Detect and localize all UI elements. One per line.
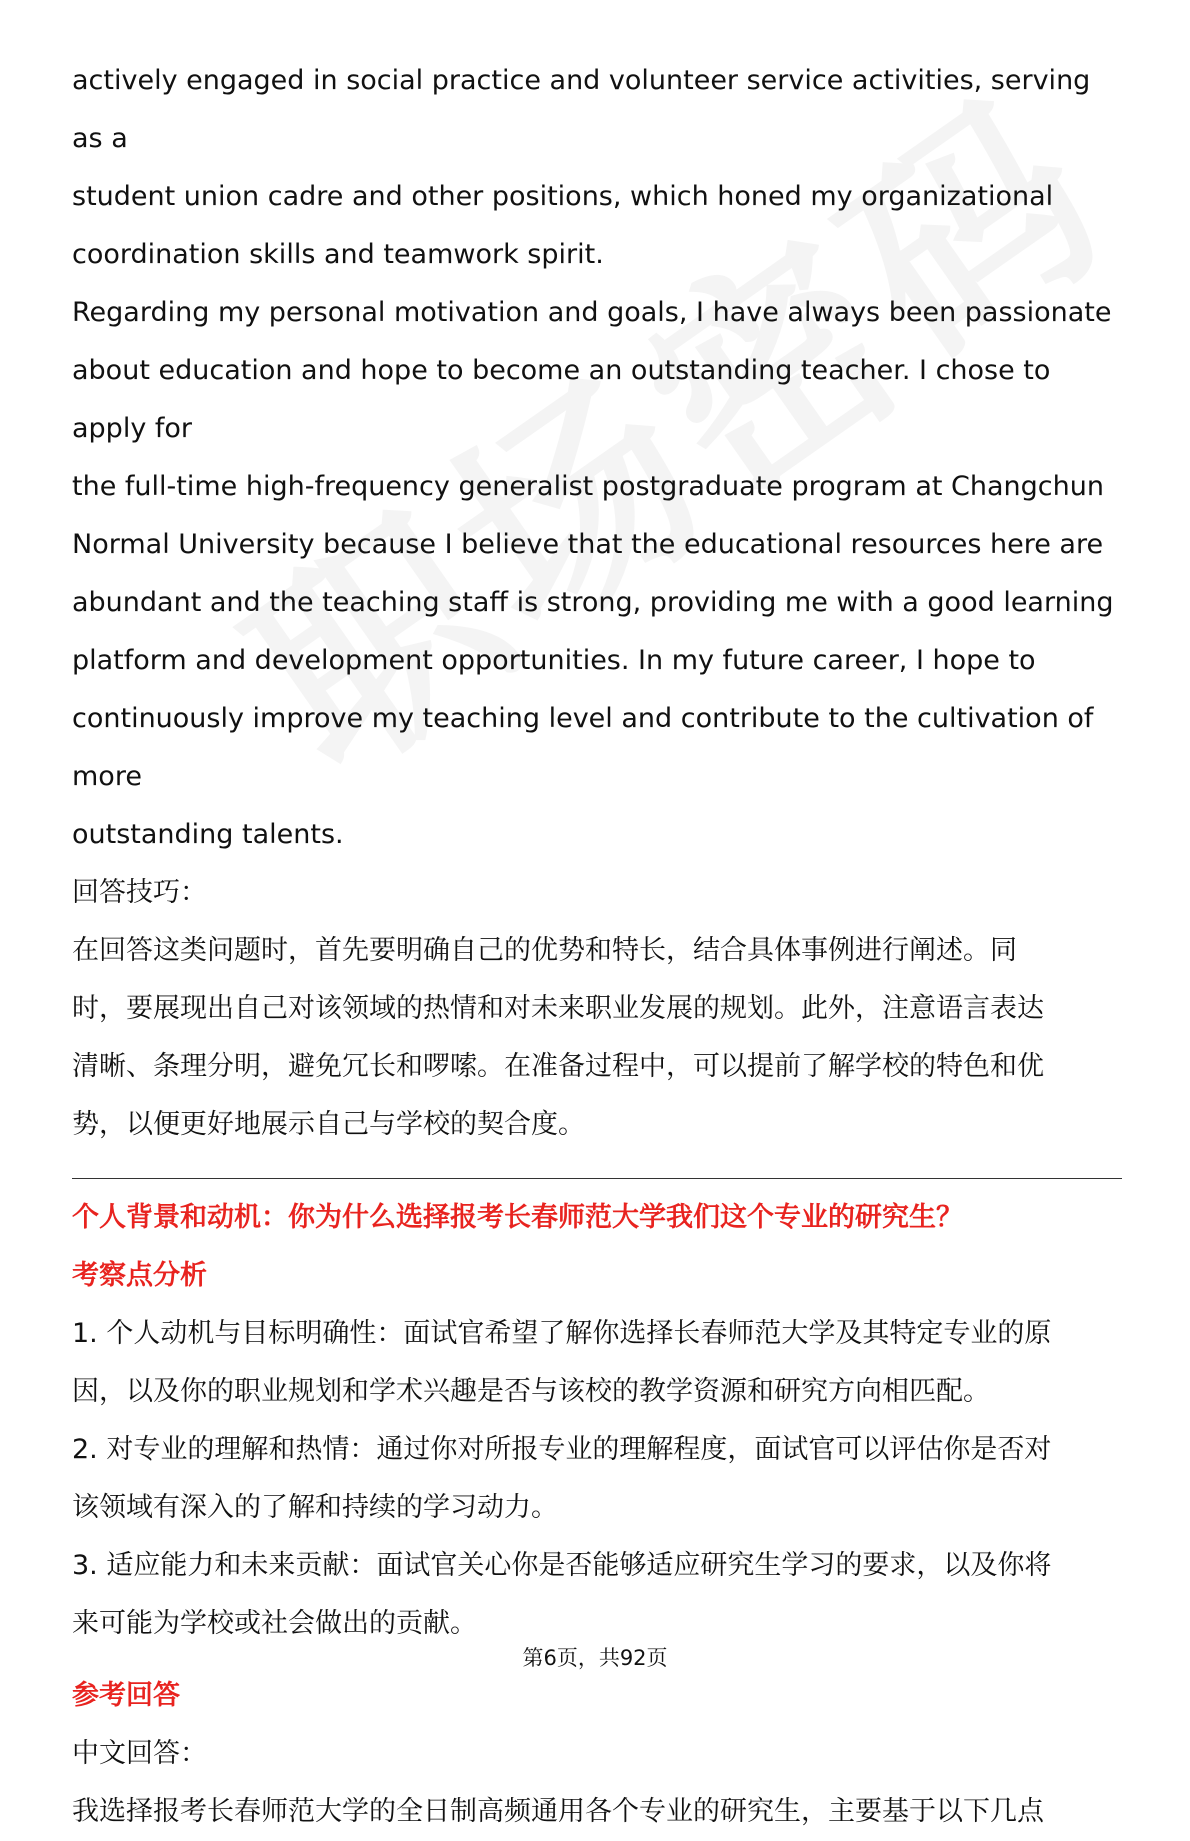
text-line: student union cadre and other positions, which honed my organizational [72,181,1054,212]
answer-tips [72,864,1122,1154]
text-line: 来可能为学校或社会做出的贡献。 [72,1608,477,1639]
text-line: Normal University because I believe that the educational resources here are [72,529,1104,560]
text-line: 该领域有深入的了解和持续的学习动力。 [72,1492,558,1523]
text-line: platform and development opportunities. In my future career, I hope to [72,645,1036,676]
text-line: 2. 对专业的理解和热情：通过你对所报专业的理解程度，面试官可以评估你是否对 [72,1434,1052,1465]
text-line: 时，要展现出自己对该领域的热情和对未来职业发展的规划。此外，注意语言表达 [72,993,1044,1024]
chinese-answer-label: 中文回答： [72,1738,207,1769]
text-line: the full-time high-frequency generalist postgraduate program at Changchun [72,471,1104,502]
text-line: coordination skills and teamwork spirit. [72,239,604,270]
text-line: continuously improve my teaching level and contribute to the cultivation of more [72,703,1094,792]
question-title: 个人背景和动机：你为什么选择报考长春师范大学我们这个专业的研究生？ [72,1202,963,1233]
text-line: abundant and the teaching staff is strong, providing me with a good learning [72,587,1114,618]
text-line: outstanding talents. [72,819,344,850]
analysis-list [72,1305,1122,1653]
analysis-title: 考察点分析 [72,1260,207,1291]
text-line: about education and hope to become an outstanding teacher. I chose to apply for [72,355,1051,444]
text-line: actively engaged in social practice and volunteer service activities, serving as a [72,65,1091,154]
reference-title: 参考回答 [72,1680,180,1711]
text-line: 清晰、条理分明，避免冗长和啰嗦。在准备过程中，可以提前了解学校的特色和优 [72,1051,1044,1082]
text-line: Regarding my personal motivation and goals, I have always been passionate [72,297,1112,328]
section-divider [72,1178,1122,1179]
document-body [72,52,1122,1841]
tips-label: 回答技巧： [72,877,207,908]
text-line: 1. 个人动机与目标明确性：面试官希望了解你选择长春师范大学及其特定专业的原 [72,1318,1052,1349]
text-line: 因，以及你的职业规划和学术兴趣是否与该校的教学资源和研究方向相匹配。 [72,1376,990,1407]
text-line: 3. 适应能力和未来贡献：面试官关心你是否能够适应研究生学习的要求，以及你将 [72,1550,1052,1581]
text-line: 在回答这类问题时，首先要明确自己的优势和特长，结合具体事例进行阐述。同 [72,935,1017,966]
english-answer [72,52,1122,864]
text-line: 我选择报考长春师范大学的全日制高频通用各个专业的研究生，主要基于以下几点 [72,1796,1044,1827]
text-line: 势，以便更好地展示自己与学校的契合度。 [72,1109,585,1140]
page-footer: 第6页，共92页 [522,1646,668,1670]
